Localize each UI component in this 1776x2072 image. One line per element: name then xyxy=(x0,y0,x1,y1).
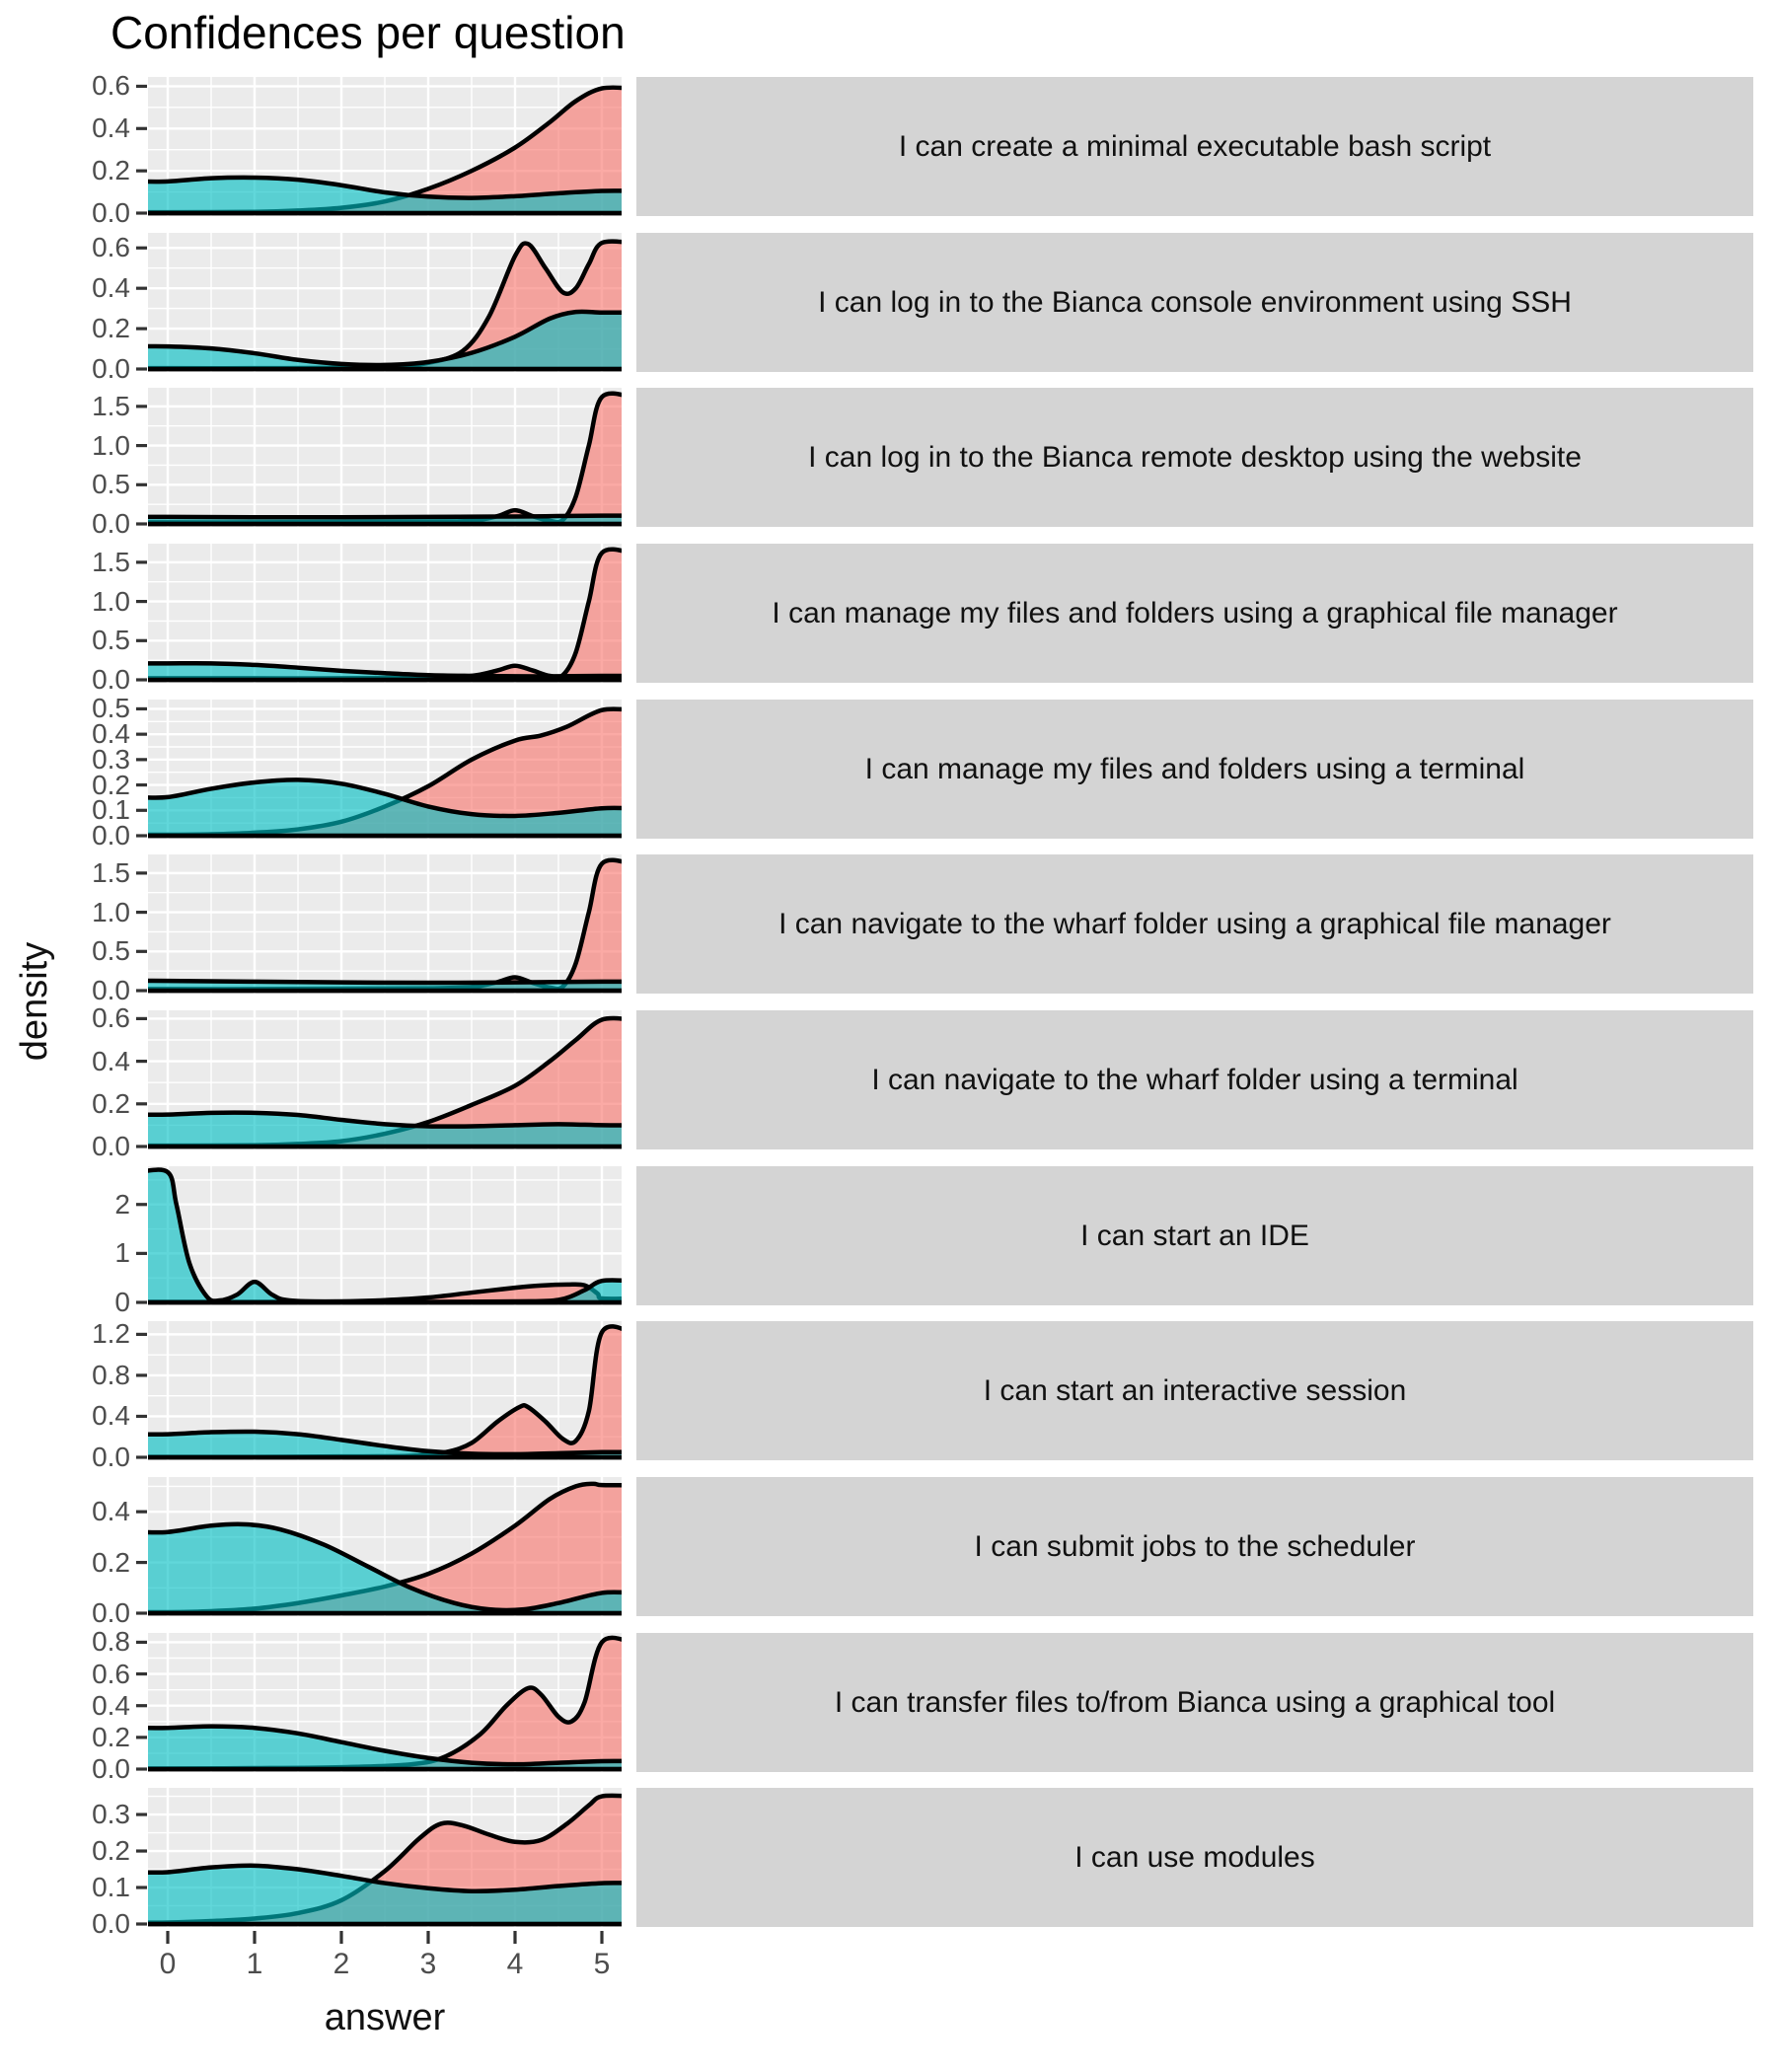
y-axis-title: density xyxy=(14,941,55,1062)
y-tick-label: 0.0 xyxy=(92,508,130,539)
y-tick-label: 0.0 xyxy=(92,1442,130,1472)
y-tick-label: 0.0 xyxy=(92,975,130,1005)
strip-label-text: I can manage my files and folders using a graphical file manager xyxy=(772,596,1618,629)
y-tick-label: 0.8 xyxy=(92,1626,130,1658)
y-tick-label: 0.2 xyxy=(92,1546,130,1578)
y-tick-label: 0.4 xyxy=(92,1689,130,1721)
y-tick-label: 0.0 xyxy=(92,1597,130,1628)
y-tick-label: 0.2 xyxy=(92,1721,130,1752)
y-tick-label: 0.6 xyxy=(92,70,130,102)
y-tick-label: 1.0 xyxy=(92,429,130,461)
y-tick-label: 1.5 xyxy=(92,546,130,577)
x-tick-label: 0 xyxy=(159,1948,177,1980)
x-axis-title: answer xyxy=(324,1997,446,2038)
y-tick-label: 0.0 xyxy=(92,197,130,228)
plot-title: Confidences per question xyxy=(111,7,626,58)
y-tick-label: 1.2 xyxy=(92,1318,130,1350)
y-tick-label: 0.0 xyxy=(92,1131,130,1161)
strip-label xyxy=(636,388,1753,527)
facet-panel xyxy=(95,700,622,841)
strip-label xyxy=(636,1010,1753,1149)
y-tick-label: 0.6 xyxy=(92,1002,130,1034)
facet-panel xyxy=(95,388,622,529)
y-tick-label: 0.0 xyxy=(92,1908,130,1939)
strip-label xyxy=(636,1321,1753,1460)
y-tick-label: 0 xyxy=(114,1287,130,1317)
density-curve-teal xyxy=(137,516,622,524)
y-tick-label: 0.0 xyxy=(92,820,130,851)
facet-panel xyxy=(95,77,622,218)
y-tick-label: 0.4 xyxy=(92,1400,130,1432)
y-tick-label: 1.5 xyxy=(92,390,130,421)
y-tick-label: 0.1 xyxy=(92,794,130,826)
density-curve-teal xyxy=(137,981,622,991)
y-tick-label: 0.5 xyxy=(92,625,130,656)
y-tick-label: 0.3 xyxy=(92,743,130,775)
y-tick-label: 1.0 xyxy=(92,585,130,617)
strip-label xyxy=(636,700,1753,839)
y-tick-label: 0.2 xyxy=(92,1087,130,1119)
y-tick-label: 0.4 xyxy=(92,112,130,144)
facet-panel xyxy=(95,1010,622,1151)
strip-label xyxy=(636,544,1753,683)
x-tick-label: 2 xyxy=(333,1948,350,1980)
strip-label-text: I can navigate to the wharf folder using a terminal xyxy=(871,1063,1518,1096)
strip-label xyxy=(636,1633,1753,1772)
y-tick-label: 0.2 xyxy=(92,313,130,344)
strip-label-text: I can manage my files and folders using a terminal xyxy=(864,752,1525,785)
y-tick-label: 0.2 xyxy=(92,769,130,800)
strip-label-text: I can navigate to the wharf folder using a graphical file manager xyxy=(778,907,1611,940)
y-tick-label: 0.6 xyxy=(92,232,130,263)
y-tick-label: 0.8 xyxy=(92,1359,130,1390)
y-tick-label: 0.5 xyxy=(92,935,130,967)
x-tick-label: 5 xyxy=(593,1948,611,1980)
y-tick-label: 0.2 xyxy=(92,155,130,186)
facet-panel xyxy=(95,233,622,374)
facet-panel xyxy=(95,1633,622,1774)
y-tick-label: 1 xyxy=(114,1237,130,1269)
x-tick-label: 4 xyxy=(506,1948,524,1980)
y-tick-label: 1.0 xyxy=(92,896,130,927)
y-tick-label: 0.0 xyxy=(92,1753,130,1784)
y-tick-label: 0.0 xyxy=(92,353,130,384)
y-tick-label: 0.5 xyxy=(92,469,130,500)
y-tick-label: 1.5 xyxy=(92,856,130,888)
strip-label-text: I can use modules xyxy=(1074,1840,1315,1874)
strip-label xyxy=(636,1788,1753,1927)
x-axis xyxy=(95,1928,622,1948)
strip-label-text: I can log in to the Bianca console environment using SSH xyxy=(818,285,1572,319)
y-tick-label: 0.4 xyxy=(92,1045,130,1076)
strip-label-text: I can submit jobs to the scheduler xyxy=(974,1529,1416,1563)
y-tick-label: 0.6 xyxy=(92,1658,130,1689)
y-tick-label: 0.5 xyxy=(92,693,130,724)
y-tick-label: 0.3 xyxy=(92,1799,130,1830)
y-tick-label: 0.4 xyxy=(92,1496,130,1527)
strip-label xyxy=(636,1477,1753,1616)
strip-label-text: I can start an IDE xyxy=(1080,1219,1309,1252)
strip-label xyxy=(636,1166,1753,1305)
strip-label-text: I can transfer files to/from Bianca using a graphical tool xyxy=(834,1685,1556,1719)
facet-panel xyxy=(95,1166,622,1307)
strip-label xyxy=(636,233,1753,372)
strip-label-text: I can start an interactive session xyxy=(983,1373,1407,1407)
strip-label xyxy=(636,854,1753,994)
x-tick-label: 1 xyxy=(246,1948,263,1980)
facet-panel xyxy=(95,1477,622,1618)
facet-panel xyxy=(95,854,622,996)
y-tick-label: 0.0 xyxy=(92,664,130,695)
strip-label xyxy=(636,77,1753,216)
facet-panel xyxy=(95,1788,622,1929)
y-tick-label: 2 xyxy=(114,1188,130,1220)
y-tick-label: 0.4 xyxy=(92,272,130,304)
facet-panel xyxy=(95,1321,622,1462)
strip-label-text: I can create a minimal executable bash script xyxy=(898,129,1492,163)
facet-panel xyxy=(95,544,622,685)
strip-label-text: I can log in to the Bianca remote desktop using the website xyxy=(808,440,1582,474)
y-tick-label: 0.1 xyxy=(92,1872,130,1902)
x-tick-label: 3 xyxy=(419,1948,437,1980)
y-tick-label: 0.2 xyxy=(92,1835,130,1867)
y-tick-label: 0.4 xyxy=(92,718,130,750)
